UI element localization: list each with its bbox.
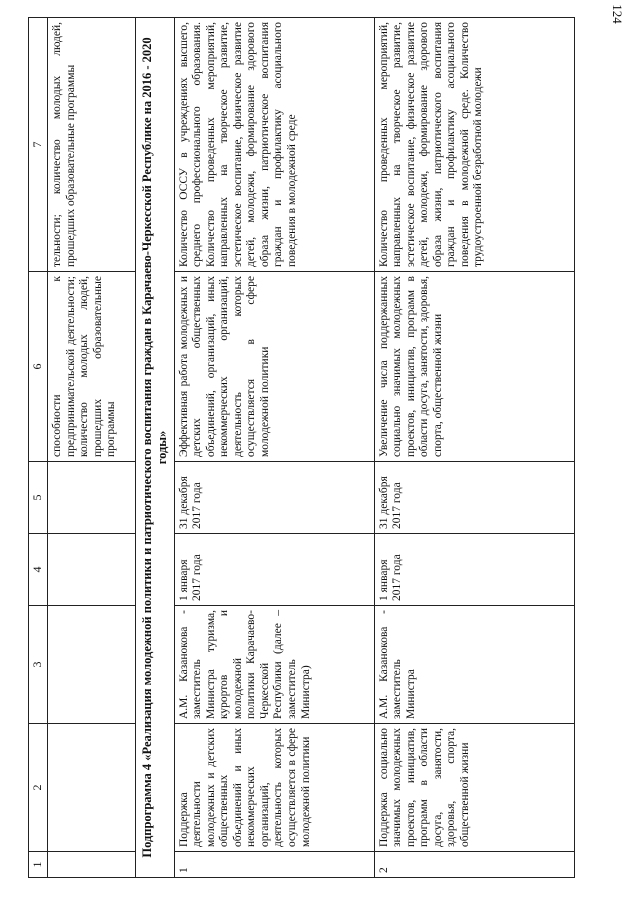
row-start: 1 января 2017 года: [174, 534, 374, 606]
table-row: [174, 18, 374, 878]
row-result: Увеличение числа поддержанных социально значимых молодежных проектов, инициатив, программ в области досуга, занятости, здоровья, спорта, общественной жизни: [374, 272, 574, 462]
row-start: 1 января 2017 года: [374, 534, 574, 606]
continuation-row: [48, 18, 136, 878]
cont-indicator: тельности; количество молодых людей, прошедших образовательные программы: [48, 18, 136, 272]
cont-cell-4: [48, 534, 136, 606]
row-event: Поддержка социально значимых молодежных проектов, инициатив, программ в области досуга, занятости, здоровья, спорта, общественной жизни: [374, 724, 574, 852]
col-num-6: 6: [29, 272, 48, 462]
row-result: Эффективная работа молодежных и детских общественных объединений, организаций, иных некоммерческих организаций, деятельность которых осуществляется в сфере молодежной политики: [174, 272, 374, 462]
col-num-3: 3: [29, 606, 48, 724]
cont-result: способности к предпринимательской деятельности; количество молодых людей, прошедших образовательные программы: [48, 272, 136, 462]
program-table: [28, 17, 575, 878]
col-num-4: 4: [29, 534, 48, 606]
cont-cell-3: [48, 606, 136, 724]
row-responsible: А.М. Казанокова - заместитель Министра туризма, курортов и молодежной политики Карачаево-Черкесской Республики (далее – заместитель Министра): [174, 606, 374, 724]
row-indicator: Количество проведенных мероприятий, направленных на творческое развитие, эстетическое воспитание, физическое развитие детей, молодежи, формирование здорового образа жизни, патриотического воспитания граждан и профилактику асоциального поведения в молодежной среде. Количество трудоустроенной безработной молодежи: [374, 18, 574, 272]
cont-cell-1: [48, 852, 136, 878]
page-number: 124: [609, 4, 625, 24]
row-responsible: А.М. Казанокова - заместитель Министра: [374, 606, 574, 724]
col-num-5: 5: [29, 462, 48, 534]
col-num-1: 1: [29, 852, 48, 878]
section-row: [136, 18, 175, 878]
row-indicator: Количество ОССУ в учреждениях высшего, среднего профессионального образования. Количество проведенных мероприятий, направленных на творческое развитие, эстетическое воспитание, физическое развитие детей, молодежи, формирование здорового образа жизни, патриотическое воспитания граждан и профилактику асоциального поведения в молодежной среде: [174, 18, 374, 272]
table-row: [374, 18, 574, 878]
row-event: Поддержка деятельности молодежных и детских общественных объединений и иных некоммерческих организаций, деятельность которых осуществляется в сфере молодежной политики: [174, 724, 374, 852]
col-num-7: 7: [29, 18, 48, 272]
col-num-2: 2: [29, 724, 48, 852]
document-sheet: [28, 18, 618, 878]
row-num: 2: [374, 852, 574, 878]
row-num: 1: [174, 852, 374, 878]
cont-cell-5: [48, 462, 136, 534]
column-number-row: [29, 18, 48, 878]
row-end: 31 декабря 2017 года: [174, 462, 374, 534]
cont-cell-2: [48, 724, 136, 852]
row-end: 31 декабря 2017 года: [374, 462, 574, 534]
section-title: Подпрограмма 4 «Реализация молодежной политики и патриотического воспитания граждан в Карачаево-Черкесской Республике на 2016 - 2020 годы»: [136, 18, 175, 878]
